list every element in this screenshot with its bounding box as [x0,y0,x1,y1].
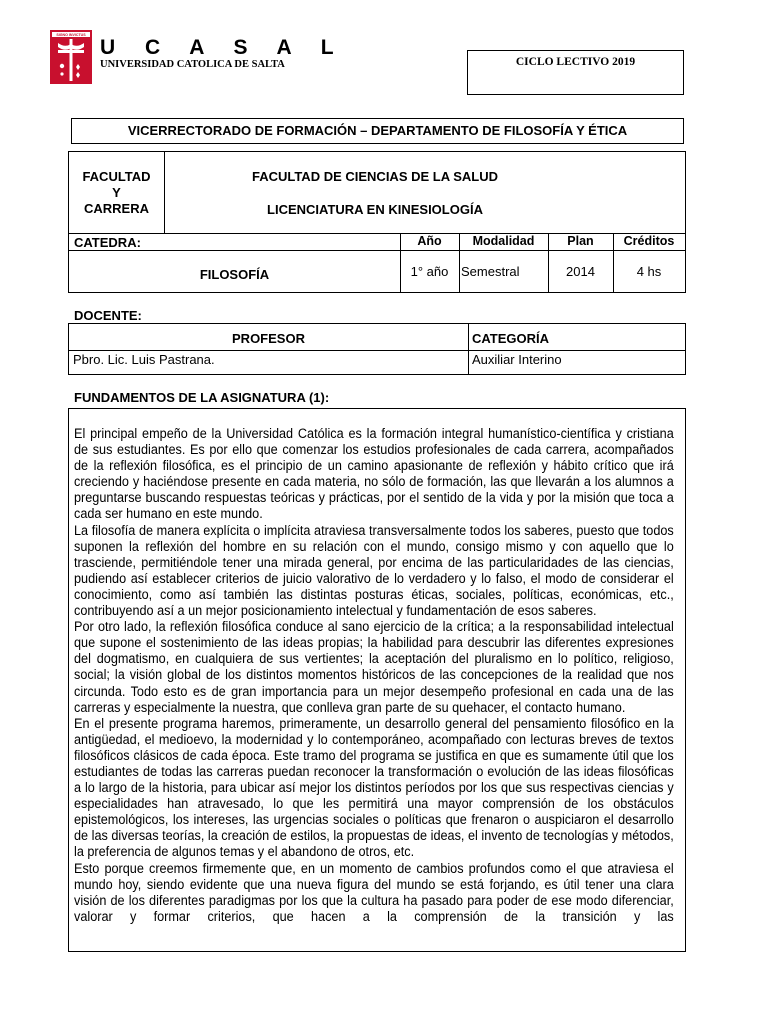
fundamentos-paragraph: El principal empeño de la Universidad Católica es la formación integral humanístico-científica y cristiana de sus estudiantes. Es por ello que comenzar los estudios profesionales de cada carrera, acompañados de la reflexión filosófica, es el principio de un camino apasionante de reflexión y hábito crítico que irá creciendo y haciéndose presente en cada materia, no sólo de formación, las que llevarán a los alumnos a preguntarse buscando respuestas teóricas y prácticas, por el sentido de la vida y por la misión que toca a cada ser humano en este mundo. [74,426,674,522]
fundamentos-text [74,426,674,925]
fundamentos-paragraph: La filosofía de manera explícita o implícita atraviesa transversalmente todos los saberes, puesto que todos suponen la reflexión del hombre en su relación con el mundo, consigo mismo y con aquello que lo trasciende, permitiéndole tener una mirada general, por encima de las particularidades de las ciencias, pudiendo así establecer criterios de juicio valorativo de lo verdadero y lo falso, el modo de considerar el conocimiento, como así también las distintas posturas éticas, sociales, políticas, económicas, etc., contribuyendo así a un mejor posicionamiento intelectual y fundamentación de esos saberes. [74,522,674,619]
fundamentos-box [68,408,686,952]
catedra-name: FILOSOFÍA [199,267,270,282]
facultad-name: FACULTAD DE CIENCIAS DE LA SALUD [251,169,499,184]
docente-table [68,323,686,375]
logo-motto: SIGNO INVICTUS [56,33,86,37]
vicerrectorado-title: VICERRECTORADO DE FORMACIÓN – DEPARTAMENTO DE FILOSOFÍA Y ÉTICA [127,123,628,138]
ciclo-lectivo-text: CICLO LECTIVO 2019 [515,56,636,68]
vicerrectorado-box [71,118,684,144]
carrera-name: LICENCIATURA EN KINESIOLOGÍA [267,202,483,217]
docente-label: DOCENTE: [74,308,142,323]
header-categoria: CATEGORÍA [472,331,550,346]
university-full-name: UNIVERSIDAD CATOLICA DE SALTA [100,59,285,70]
fundamentos-paragraph: Por otro lado, la reflexión filosófica conduce al sano ejercicio de la crítica; a la responsabilidad intelectual que supone el sostenimiento de las ideas propias; la habilidad para descubrir las diferentes expresiones del dogmatismo, en cualquiera de sus vertientes; la aceptación del pluralismo en lo político, religioso, social; la visión global de los distintos momentos históricos de las concepciones de la realidad que nos circunda. Todo esto es de gran importancia para un mejor desempeño profesional en cada una de las carreras y especialmente la nuestra, que conlleva gran parte de su quehacer, el contacto humano. [74,619,674,715]
facultad-label-line1: FACULTAD [82,169,151,184]
university-short-name: U C A S A L [100,36,346,59]
profesor-categoria: Auxiliar Interino [472,352,562,367]
facultad-table [68,151,686,293]
ciclo-lectivo-box [467,50,684,95]
header-profesor: PROFESOR [232,331,305,346]
catedra-plan: 2014 [566,264,595,279]
facultad-label-line3: CARRERA [84,201,149,216]
fundamentos-title: FUNDAMENTOS DE LA ASIGNATURA (1): [74,390,330,405]
facultad-label-line2: Y [112,185,121,200]
profesor-name: Pbro. Lic. Luis Pastrana. [73,352,215,367]
fundamentos-paragraph: En el presente programa haremos, primeramente, un desarrollo general del pensamiento filosófico en la antigüedad, el medioevo, la modernidad y lo contemporáneo, acompañado con lecturas breves de textos filosóficos clásicos de cada época. Este tramo del programa se justifica en que es sumamente útil que los estudiantes de todas las carreras puedan reconocer la transformación o evolución de las ideas filosóficas a lo largo de la historia, para ubicar así mejor los distintos períodos por los que sus respectivas ciencias y especialidades han atravesado, lo que les permitirá una mayor comprensión de los obstáculos epistemológicos, los intereses, las urgencias sociales o políticas que frenaron o auspiciaron el desarrollo de las diversas teorías, la creación de estilos, la propuestas de ideas, el invento de tecnologías y métodos, la preferencia de algunos temas y el abandono de otros, etc. [74,715,674,860]
header-anio: Año [417,234,442,248]
fundamentos-paragraph: Esto porque creemos firmemente que, en un momento de cambios profundos como el que atraviesa el mundo hoy, siendo evidente que una nueva figura del mundo se está forjando, es útil tener una clara visión de los diferentes paradigmas por los que la cultura ha pasado para poder de ese modo diferenciar, valorar y formar criterios, que hacen a la comprensión de la transición y las [74,860,674,924]
catedra-anio: 1° año [410,264,449,279]
catedra-creditos: 4 hs [636,264,662,279]
header-plan: Plan [567,234,594,248]
header-creditos: Créditos [623,234,675,248]
catedra-modalidad: Semestral [461,264,520,279]
catedra-label: CATEDRA: [74,235,141,250]
facultad-label [69,169,164,217]
ucasal-logo [50,30,92,84]
header-modalidad: Modalidad [472,234,535,248]
